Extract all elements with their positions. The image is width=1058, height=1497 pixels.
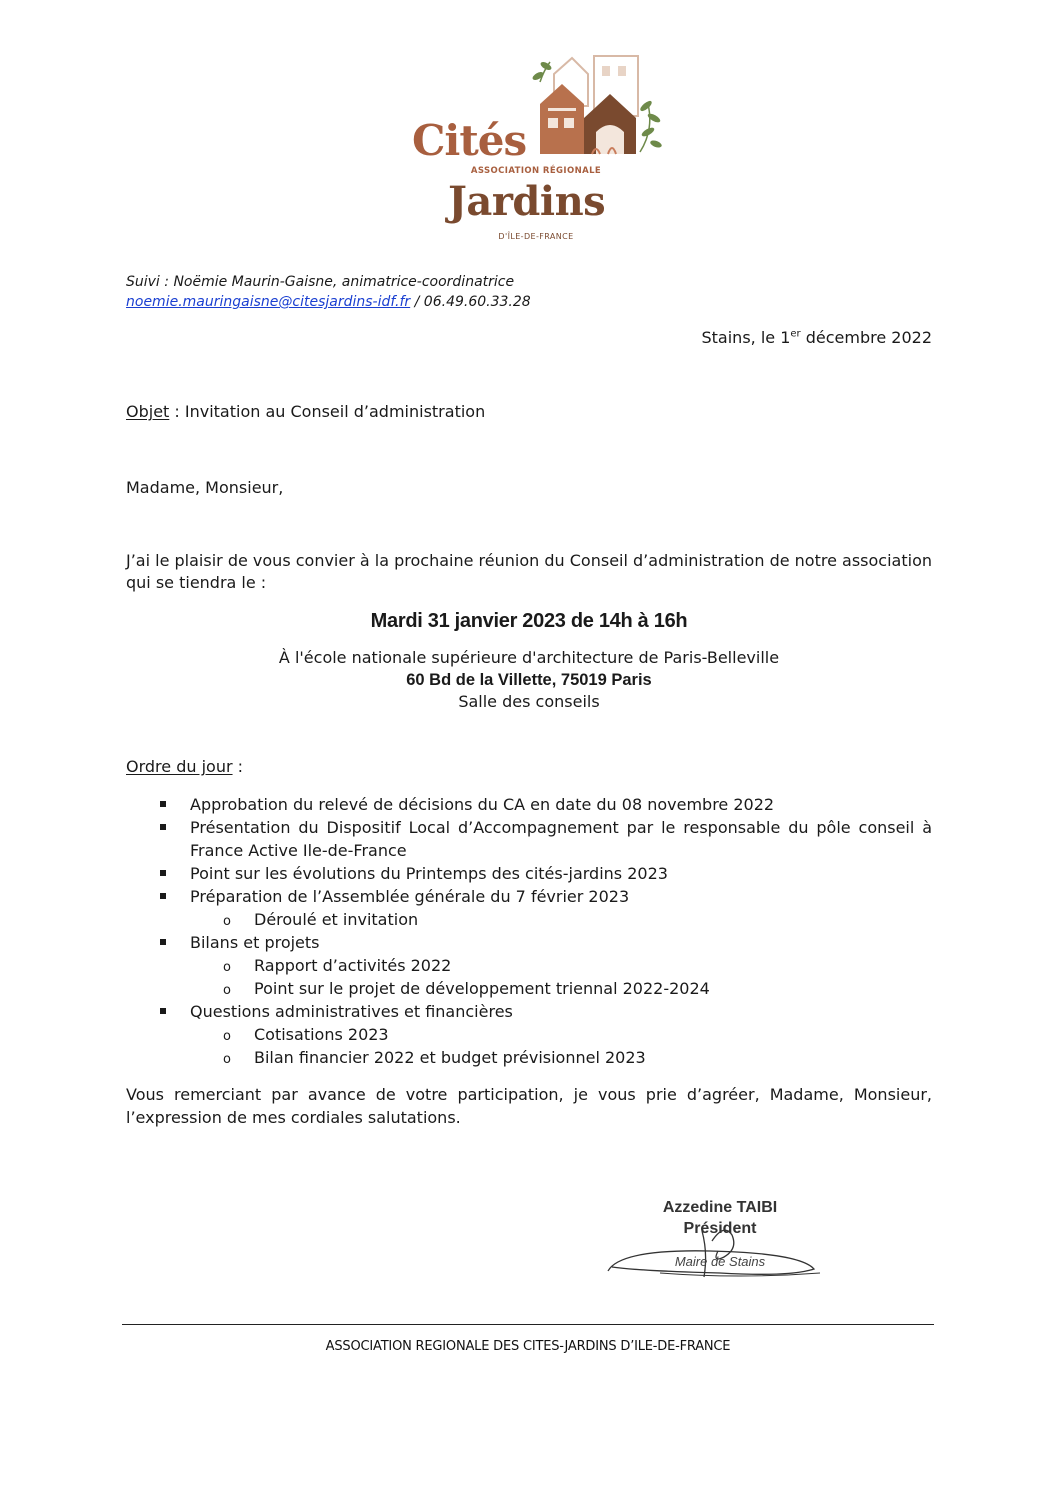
agenda-item bbox=[126, 793, 932, 816]
agenda-subitem bbox=[126, 977, 932, 1000]
subject-text: : Invitation au Conseil d’administration bbox=[169, 402, 486, 421]
agenda-item-text: Approbation du relevé de décisions du CA en date du 08 novembre 2022 bbox=[190, 795, 775, 814]
agenda-subitem bbox=[126, 1046, 932, 1069]
logo-text-association: ASSOCIATION RÉGIONALE bbox=[470, 166, 602, 176]
logo-text-idf: D'ÎLE-DE-FRANCE bbox=[498, 232, 574, 241]
date-prefix: Stains, le 1 bbox=[701, 328, 791, 347]
footer-divider bbox=[122, 1324, 934, 1325]
square-bullet-icon bbox=[160, 893, 166, 899]
signature-block bbox=[600, 1193, 830, 1283]
square-bullet-icon bbox=[160, 824, 166, 830]
contact-phone: / 06.49.60.33.28 bbox=[410, 294, 531, 310]
event-location bbox=[126, 647, 932, 713]
agenda-list bbox=[126, 793, 932, 1069]
agenda-subitem bbox=[126, 954, 932, 977]
event-block bbox=[126, 610, 932, 713]
agenda-item bbox=[126, 1000, 932, 1023]
agenda-title bbox=[126, 757, 243, 776]
agenda-title-suffix: : bbox=[232, 757, 244, 776]
event-address: 60 Bd de la Villette, 75019 Paris bbox=[406, 671, 652, 689]
agenda-item bbox=[126, 862, 932, 885]
agenda-item bbox=[126, 931, 932, 954]
agenda-subitem-text: Rapport d’activités 2022 bbox=[254, 956, 452, 975]
square-bullet-icon bbox=[160, 939, 166, 945]
circle-bullet-icon: o bbox=[223, 914, 231, 929]
agenda-subitem-text: Point sur le projet de développement triennal 2022-2024 bbox=[254, 979, 710, 998]
association-logo bbox=[408, 46, 660, 246]
handwritten-signature bbox=[600, 1193, 830, 1283]
contact-block bbox=[126, 272, 531, 312]
circle-bullet-icon: o bbox=[223, 960, 231, 975]
circle-bullet-icon: o bbox=[223, 983, 231, 998]
date-ordinal: er bbox=[790, 328, 801, 340]
closing-paragraph: Vous remerciant par avance de votre participation, je vous prie d’agréer, Madame, Monsieur, l’expression de mes cordiales salutations. bbox=[126, 1085, 932, 1127]
agenda-subitem-text: Déroulé et invitation bbox=[254, 910, 419, 929]
square-bullet-icon bbox=[160, 1008, 166, 1014]
square-bullet-icon bbox=[160, 801, 166, 807]
letter-date bbox=[702, 328, 933, 347]
agenda-subitem bbox=[126, 908, 932, 931]
agenda-subitem-text: Bilan financier 2022 et budget prévisionnel 2023 bbox=[254, 1048, 646, 1067]
contact-email-link[interactable]: noemie.mauringaisne@citesjardins-idf.fr bbox=[126, 294, 411, 310]
intro-paragraph: J’ai le plaisir de vous convier à la prochaine réunion du Conseil d’administration de notre association qui se tiendra le : bbox=[126, 551, 932, 592]
event-datetime: Mardi 31 janvier 2023 de 14h à 16h bbox=[370, 610, 688, 632]
agenda-item-text: Point sur les évolutions du Printemps des cités-jardins 2023 bbox=[190, 864, 668, 883]
agenda-item bbox=[126, 885, 932, 908]
agenda-subitem bbox=[126, 1023, 932, 1046]
agenda-item-text: Questions administratives et financières bbox=[190, 1002, 513, 1021]
contact-person: Suivi : Noëmie Maurin-Gaisne, animatrice-coordinatrice bbox=[126, 274, 515, 290]
circle-bullet-icon: o bbox=[223, 1052, 231, 1067]
signatory-name: Azzedine TAIBI bbox=[662, 1199, 778, 1216]
contact-line bbox=[126, 292, 531, 312]
footer-text: ASSOCIATION REGIONALE DES CITES-JARDINS D’ILE-DE-FRANCE bbox=[325, 1339, 731, 1354]
letter-subject bbox=[126, 402, 485, 421]
logo-text-cites: Cités bbox=[412, 116, 527, 165]
date-suffix: décembre 2022 bbox=[800, 328, 932, 347]
subject-label: Objet bbox=[126, 402, 170, 421]
agenda-item-text: Bilans et projets bbox=[190, 933, 320, 952]
signatory-role: Maire de Stains bbox=[674, 1254, 766, 1269]
houses-illustration bbox=[526, 46, 666, 158]
logo-text-jardins: Jardins bbox=[448, 178, 606, 225]
agenda-item-text: Présentation du Dispositif Local d’Accompagnement par le responsable du pôle conseil à France Active Ile-de-France bbox=[190, 818, 932, 860]
event-room: Salle des conseils bbox=[458, 692, 600, 711]
event-venue: À l'école nationale supérieure d'architecture de Paris-Belleville bbox=[278, 648, 780, 667]
salutation: Madame, Monsieur, bbox=[126, 478, 284, 497]
signatory-title: Président bbox=[683, 1220, 757, 1237]
square-bullet-icon bbox=[160, 870, 166, 876]
agenda-subitem-text: Cotisations 2023 bbox=[254, 1025, 389, 1044]
agenda-item bbox=[126, 816, 932, 862]
agenda-item-text: Préparation de l’Assemblée générale du 7 février 2023 bbox=[190, 887, 630, 906]
agenda-title-label: Ordre du jour bbox=[126, 757, 233, 776]
circle-bullet-icon: o bbox=[223, 1029, 231, 1044]
